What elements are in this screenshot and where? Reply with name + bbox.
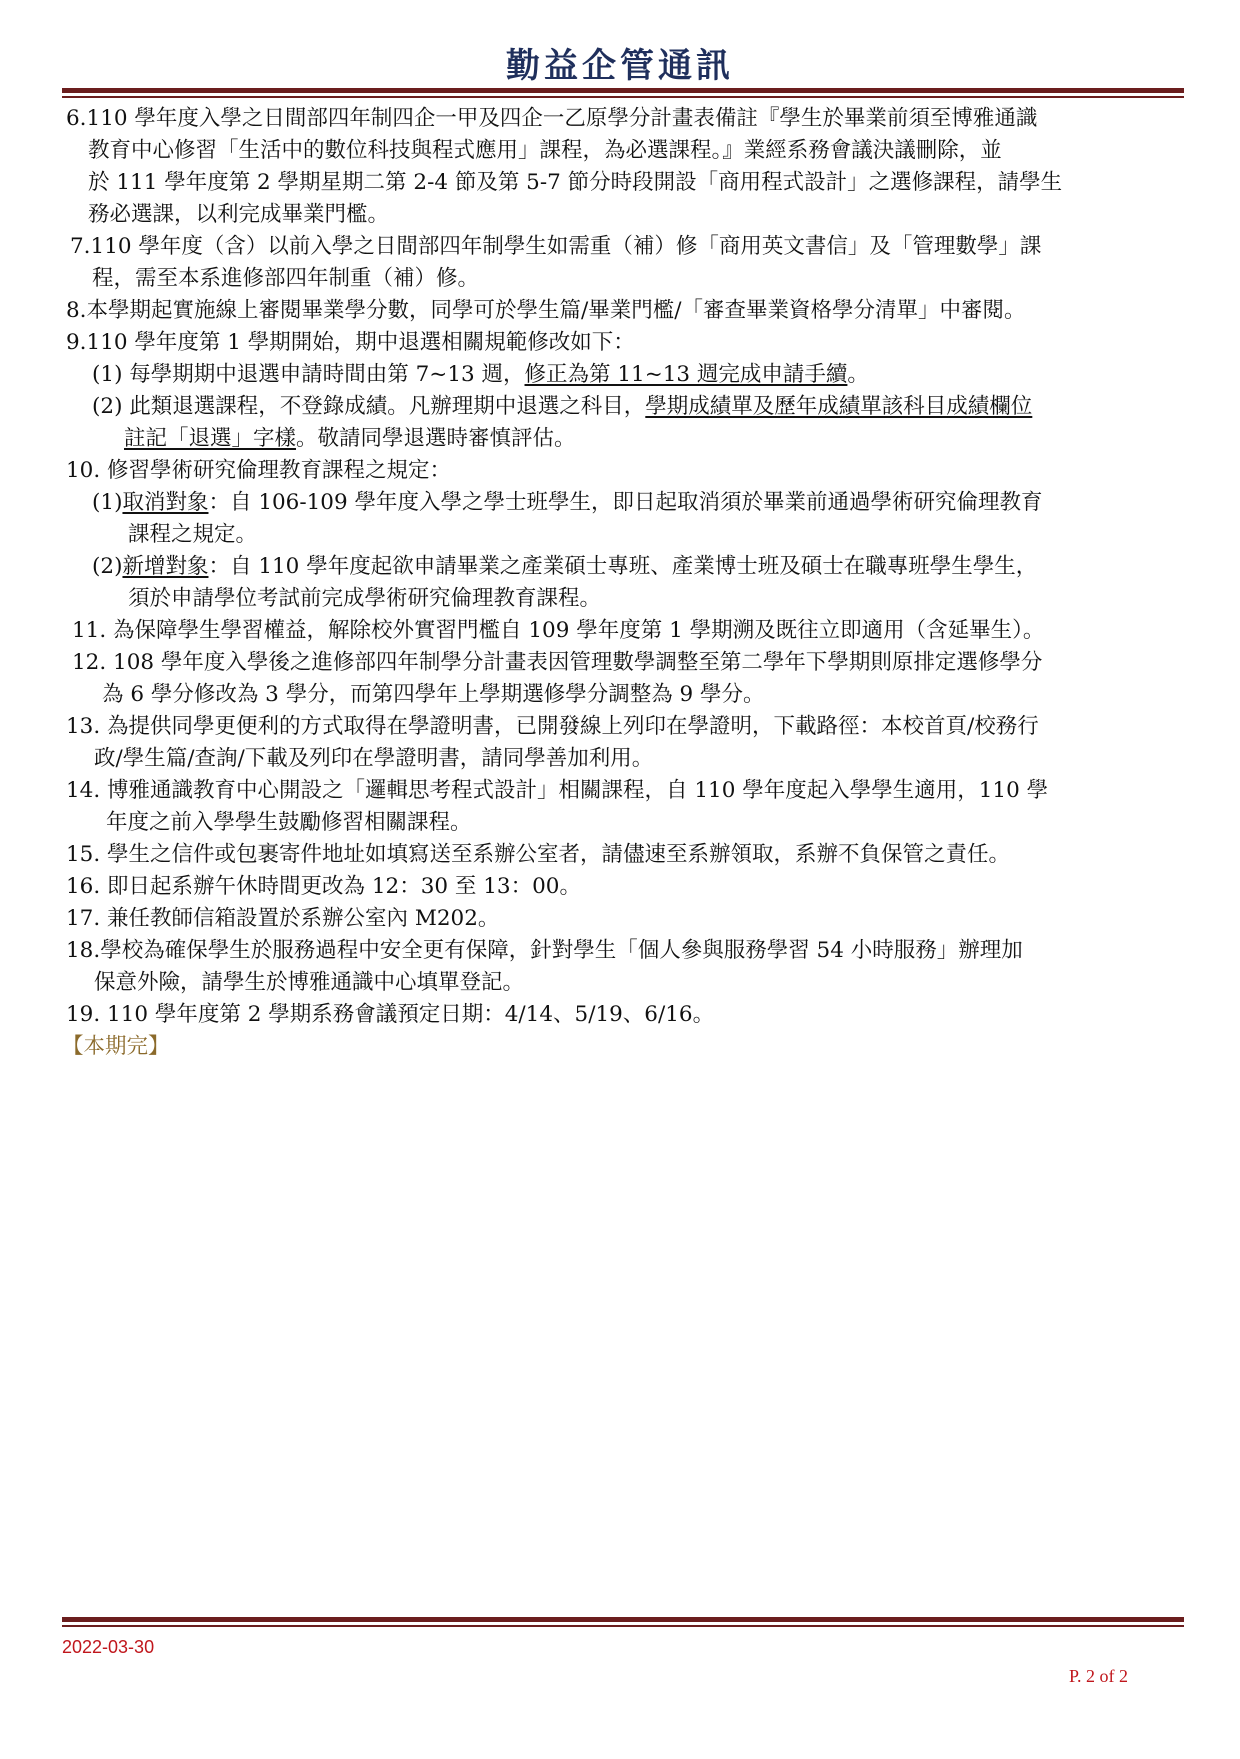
- notice-item-8: [66, 295, 1186, 327]
- notice-item-17: [66, 903, 1186, 935]
- item-12-line-1: 12. 108 學年度入學後之進修部四年制學分計畫表因管理數學調整至第二學年下學期則原排定選修學分: [72, 650, 1043, 675]
- notice-item-7: [66, 231, 1186, 295]
- item-15-line-1: 15. 學生之信件或包裹寄件地址如填寫送至系辦公室者，請儘速至系辦領取，系辦不負保管之責任。: [66, 842, 1011, 867]
- item-10-sub-1-underlined: 取消對象: [122, 490, 209, 515]
- footer-divider-thin: [62, 1625, 1184, 1627]
- header-divider-thin: [62, 96, 1184, 98]
- item-6-line-2: 教育中心修習「生活中的數位科技與程式應用」課程，為必選課程。』業經系務會議決議刪除，並: [88, 138, 1002, 163]
- notice-item-9: [66, 327, 1186, 455]
- item-13-line-2: 政/學生篇/查詢/下載及列印在學證明書，請同學善加利用。: [94, 746, 654, 771]
- item-10-sub-1-prefix: (1): [92, 490, 123, 515]
- notice-item-12: [66, 647, 1186, 711]
- item-14-line-2: 年度之前入學學生鼓勵修習相關課程。: [106, 810, 472, 835]
- item-9-sub-2-prefix: (2) 此類退選課程，不登錄成績。凡辦理期中退選之科目，: [92, 394, 646, 419]
- notice-item-6: [66, 103, 1186, 231]
- item-6-line-3: 於 111 學年度第 2 學期星期二第 2-4 節及第 5-7 節分時段開設「商用程式設計」之選修課程，請學生: [88, 170, 1063, 195]
- item-9-line-1: 9.110 學年度第 1 學期開始，期中退選相關規範修改如下：: [66, 330, 635, 355]
- item-19-line-1: 19. 110 學年度第 2 學期系務會議預定日期：4/14、5/19、6/16。: [66, 1002, 715, 1027]
- notice-item-16: [66, 871, 1186, 903]
- notice-item-13: [66, 711, 1186, 775]
- item-10-sub-2-line-2: 須於申請學位考試前完成學術研究倫理教育課程。: [128, 586, 602, 611]
- item-11-line-1: 11. 為保障學生學習權益，解除校外實習門檻自 109 學年度第 1 學期溯及既往立即適用（含延畢生）。: [72, 618, 1045, 643]
- item-10-sub-2-prefix: (2): [92, 554, 123, 579]
- item-9-sub-1-underlined: 修正為第 11~13 週完成申請手續: [524, 362, 848, 387]
- notice-item-18: [66, 935, 1186, 999]
- item-9-sub-1: [66, 359, 1186, 391]
- item-6-line-1: 6.110 學年度入學之日間部四年制四企一甲及四企一乙原學分計畫表備註『學生於畢業前須至博雅通識: [66, 106, 1038, 131]
- item-8-line-1: 8.本學期起實施線上審閱畢業學分數，同學可於學生篇/畢業門檻/「審查畢業資格學分清單」中審閱。: [66, 298, 1026, 323]
- item-9-sub-1-suffix: 。: [847, 362, 869, 387]
- notice-item-14: [66, 775, 1186, 839]
- item-17-line-1: 17. 兼任教師信箱設置於系辦公室內 M202。: [66, 906, 500, 931]
- notice-item-10: [66, 455, 1186, 615]
- end-of-issue-text: 【本期完】: [62, 1034, 170, 1059]
- item-10-sub-2: [66, 551, 1186, 615]
- item-6-line-4: 務必選課，以利完成畢業門檻。: [88, 202, 390, 227]
- item-9-sub-2-suffix: 。敬請同學退選時審慎評估。: [296, 426, 576, 451]
- item-10-sub-1: [66, 487, 1186, 551]
- item-10-sub-2-text: ：自 110 學年度起欲申請畢業之產業碩士專班、產業博士班及碩士在職專班學生學生，: [208, 554, 1038, 579]
- footer-divider: [62, 1617, 1184, 1622]
- item-7-line-1: 7.110 學年度（含）以前入學之日間部四年制學生如需重（補）修「商用英文書信」及「管理數學」課: [70, 234, 1042, 259]
- item-10-sub-1-line-2: 課程之規定。: [128, 522, 258, 547]
- item-10-line-1: 10. 修習學術研究倫理教育課程之規定：: [66, 458, 452, 483]
- page-number: P. 2 of 2: [1068, 1666, 1128, 1686]
- item-9-sub-2: [66, 391, 1186, 455]
- item-16-line-1: 16. 即日起系辦午休時間更改為 12：30 至 13：00。: [66, 874, 581, 899]
- notice-item-19: [66, 999, 1186, 1031]
- item-7-line-2: 程，需至本系進修部四年制重（補）修。: [92, 266, 480, 291]
- item-14-line-1: 14. 博雅通識教育中心開設之「邏輯思考程式設計」相關課程，自 110 學年度起入學學生適用，110 學: [66, 778, 1049, 803]
- item-13-line-1: 13. 為提供同學更便利的方式取得在學證明書，已開發線上列印在學證明，下載路徑：本校首頁/校務行: [66, 714, 1039, 739]
- item-10-sub-1-text: ：自 106-109 學年度入學之學士班學生，即日起取消須於畢業前通過學術研究倫理教育: [208, 490, 1043, 515]
- item-18-line-2: 保意外險，請學生於博雅通識中心填單登記。: [94, 970, 525, 995]
- item-9-sub-2-underlined: 學期成績單及歷年成績單該科目成績欄位: [645, 394, 1033, 419]
- item-12-line-2: 為 6 學分修改為 3 學分，而第四學年上學期選修學分調整為 9 學分。: [102, 682, 765, 707]
- notice-item-11: [66, 615, 1186, 647]
- item-9-sub-1-prefix: (1) 每學期期中退選申請時間由第 7~13 週，: [92, 362, 525, 387]
- item-9-sub-2-underlined-2: 註記「退選」字樣: [124, 426, 297, 451]
- notice-list: [62, 103, 1186, 1063]
- header-divider: [62, 88, 1184, 93]
- footer-date: 2022-03-30: [62, 1637, 155, 1657]
- item-10-sub-2-underlined: 新增對象: [122, 554, 209, 579]
- item-18-line-1: 18.學校為確保學生於服務過程中安全更有保障，針對學生「個人參與服務學習 54 小時服務」辦理加: [66, 938, 1023, 963]
- page-title: 勤益企管通訊: [506, 46, 734, 86]
- end-of-issue-mark: [62, 1031, 1186, 1063]
- notice-item-15: [66, 839, 1186, 871]
